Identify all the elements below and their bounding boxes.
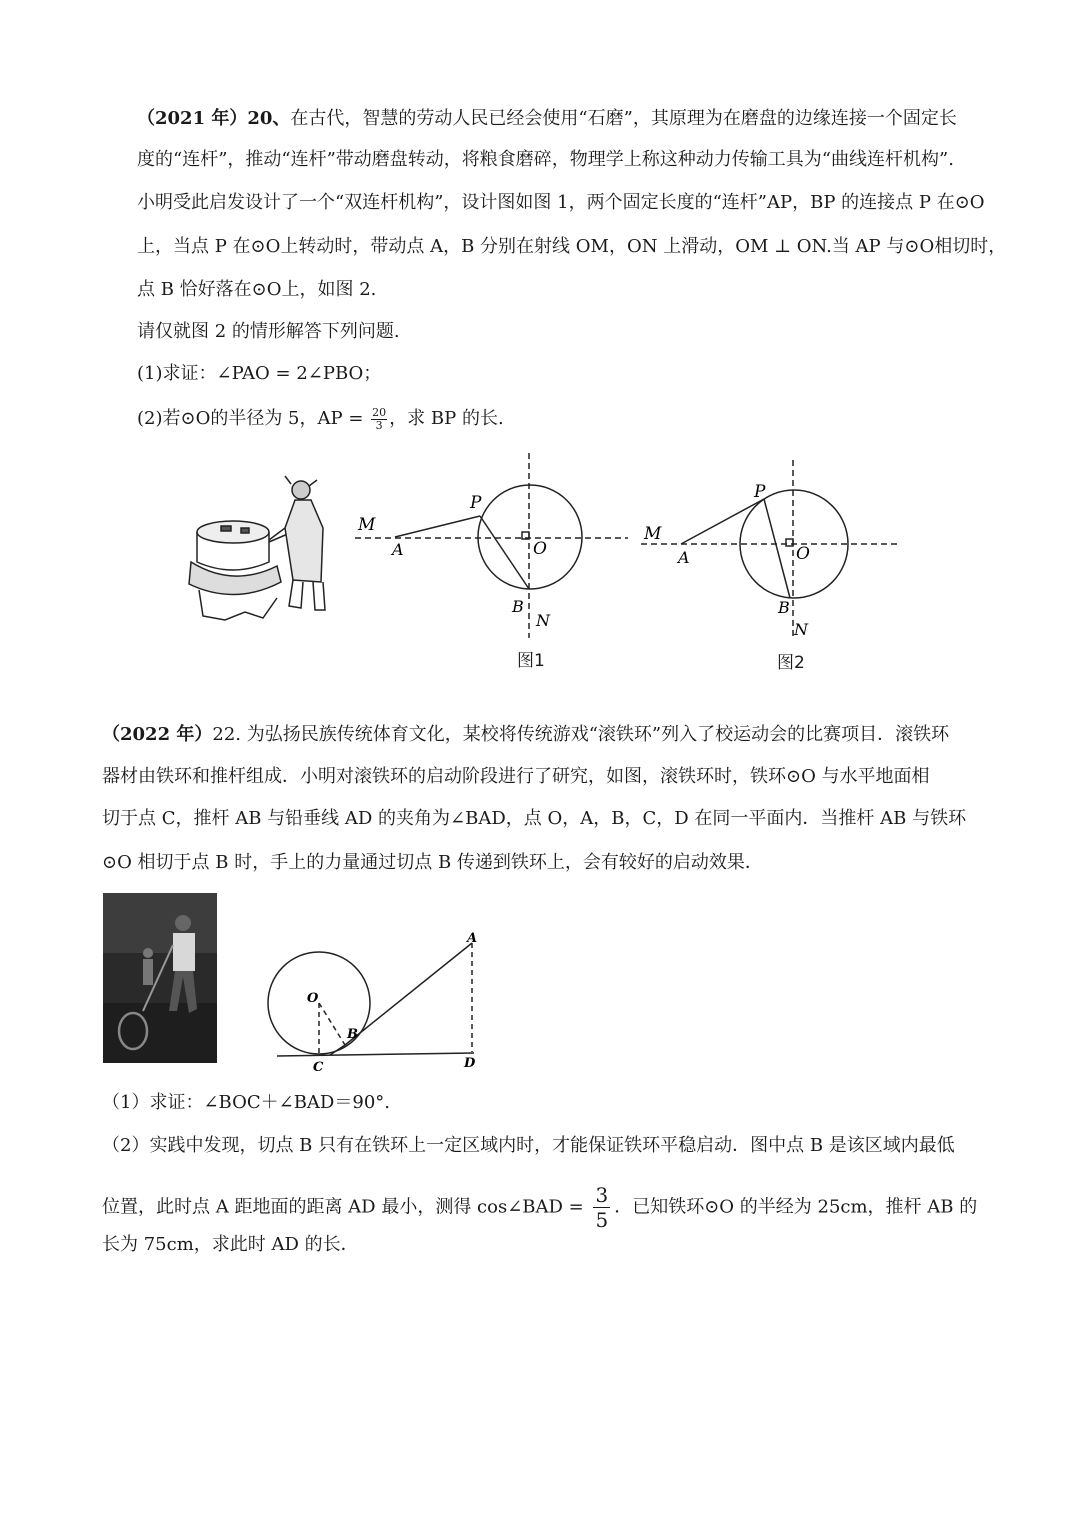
p2022-line-4: ⊙O 相切于点 B 时，手上的力量通过切点 B 传递到铁环上，会有较好的启动效果．	[102, 852, 763, 873]
radius-ob	[319, 1003, 345, 1045]
p2022-q2-den: 5	[595, 1208, 609, 1232]
p2022-q2-fraction	[593, 1183, 610, 1232]
fig2-label-p: P	[754, 482, 766, 502]
p2021-question-2	[137, 406, 504, 432]
p2021-q2-pre: (2)若⊙O的半径为 5，AP =	[137, 408, 364, 429]
hoop-label-c: C	[313, 1060, 324, 1075]
figure-1-caption: 图1	[517, 651, 545, 671]
figure-2-caption: 图2	[777, 653, 805, 673]
p2021-question-1: (1)求证：∠PAO = 2∠PBO；	[137, 363, 382, 384]
fig2-label-o: O	[796, 544, 810, 564]
millstone-illustration	[185, 470, 335, 630]
p2021-line-5: 点 B 恰好落在⊙O上，如图 2.	[137, 279, 377, 300]
ground-line	[277, 1053, 474, 1056]
hoop-label-b: B	[347, 1027, 358, 1042]
hoop-rolling-photo	[103, 893, 217, 1063]
p2021-line-3: 小明受此启发设计了一个“双连杆机构”，设计图如图 1，两个固定长度的“连杆”AP，BP 的连接点 P 在⊙O	[137, 192, 985, 213]
p2022-question-1: （1）求证：∠BOC＋∠BAD＝90°.	[102, 1092, 390, 1113]
p2021-q2-fraction	[371, 407, 387, 432]
fig1-rod-ap	[395, 516, 480, 537]
p2021-line-4: 上，当点 P 在⊙O上转动时，带动点 A，B 分别在射线 OM，ON 上滑动，OM ⊥ ON.当 AP 与⊙O相切时，	[137, 236, 1007, 257]
p2022-q2-pre: 位置，此时点 A 距地面的距离 AD 最小，测得 cos∠BAD =	[102, 1196, 584, 1218]
p2021-year: （2021 年）20、	[137, 108, 291, 129]
fig1-label-m: M	[358, 515, 376, 535]
push-rod-ab	[345, 943, 472, 1045]
p2022-question-2-line-3: 长为 75cm，求此时 AD 的长．	[102, 1234, 359, 1255]
fig2-rod-bp	[764, 499, 790, 598]
fig1-label-o: O	[533, 539, 547, 559]
p2021-q2-num: 20	[372, 405, 387, 419]
fig1-rod-bp	[480, 516, 529, 589]
p2022-question-2-line-1: （2）实践中发现，切点 B 只有在铁环上一定区域内时，才能保证铁环平稳启动．图中点 B 是该区域内最低	[102, 1135, 955, 1156]
p2022-line-3: 切于点 C，推杆 AB 与铅垂线 AD 的夹角为∠BAD，点 O，A，B，C，D 在同一平面内．当推杆 AB 与铁环	[102, 808, 967, 829]
hoop-label-o: O	[307, 991, 319, 1006]
fig2-label-b: B	[778, 598, 790, 617]
p2021-line-6: 请仅就图 2 的情形解答下列问题.	[137, 321, 400, 342]
p2022-line-1	[102, 722, 949, 748]
p2022-q2-post: ．已知铁环⊙O 的半经为 25cm，推杆 AB 的	[614, 1196, 978, 1218]
fig2-label-m: M	[644, 524, 662, 544]
p2021-line-1	[137, 106, 957, 132]
p2022-question-2-line-2	[102, 1183, 977, 1232]
p2021-line-2: 度的“连杆”，推动“连杆”带动磨盘转动，将粮食磨碎，物理学上称这种动力传输工具为“曲线连杆机构”.	[137, 149, 954, 170]
figure-2	[636, 455, 906, 645]
p2022-year: （2022 年）	[102, 724, 213, 745]
fig2-label-a: A	[678, 548, 690, 567]
tangent-extension	[330, 1045, 345, 1055]
fig1-label-a: A	[392, 540, 404, 559]
p2022-line-2: 器材由铁环和推杆组成．小明对滚铁环的启动阶段进行了研究，如图，滚铁环时，铁环⊙O 与水平地面相	[102, 766, 930, 787]
p2021-text-1: 在古代，智慧的劳动人民已经会使用“石磨”，其原理为在磨盘的边缘连接一个固定长	[290, 108, 957, 129]
p2022-text-1: 22. 为弘扬民族传统体育文化，某校将传统游戏“滚铁环”列入了校运动会的比赛项目．滚铁环	[212, 724, 950, 745]
fig2-rod-ap	[681, 499, 764, 544]
figure-1	[350, 448, 640, 648]
hoop-label-a: A	[467, 931, 478, 946]
fig1-label-p: P	[470, 493, 482, 513]
hoop-figure	[262, 928, 487, 1078]
p2021-q2-post: ，求 BP 的长.	[389, 408, 504, 429]
fig1-label-b: B	[512, 597, 524, 616]
p2022-q2-num: 3	[595, 1183, 609, 1207]
hoop-label-d: D	[464, 1056, 476, 1071]
fig2-label-n: N	[794, 620, 808, 639]
fig1-label-n: N	[536, 611, 550, 630]
p2021-q2-den: 3	[375, 418, 383, 432]
